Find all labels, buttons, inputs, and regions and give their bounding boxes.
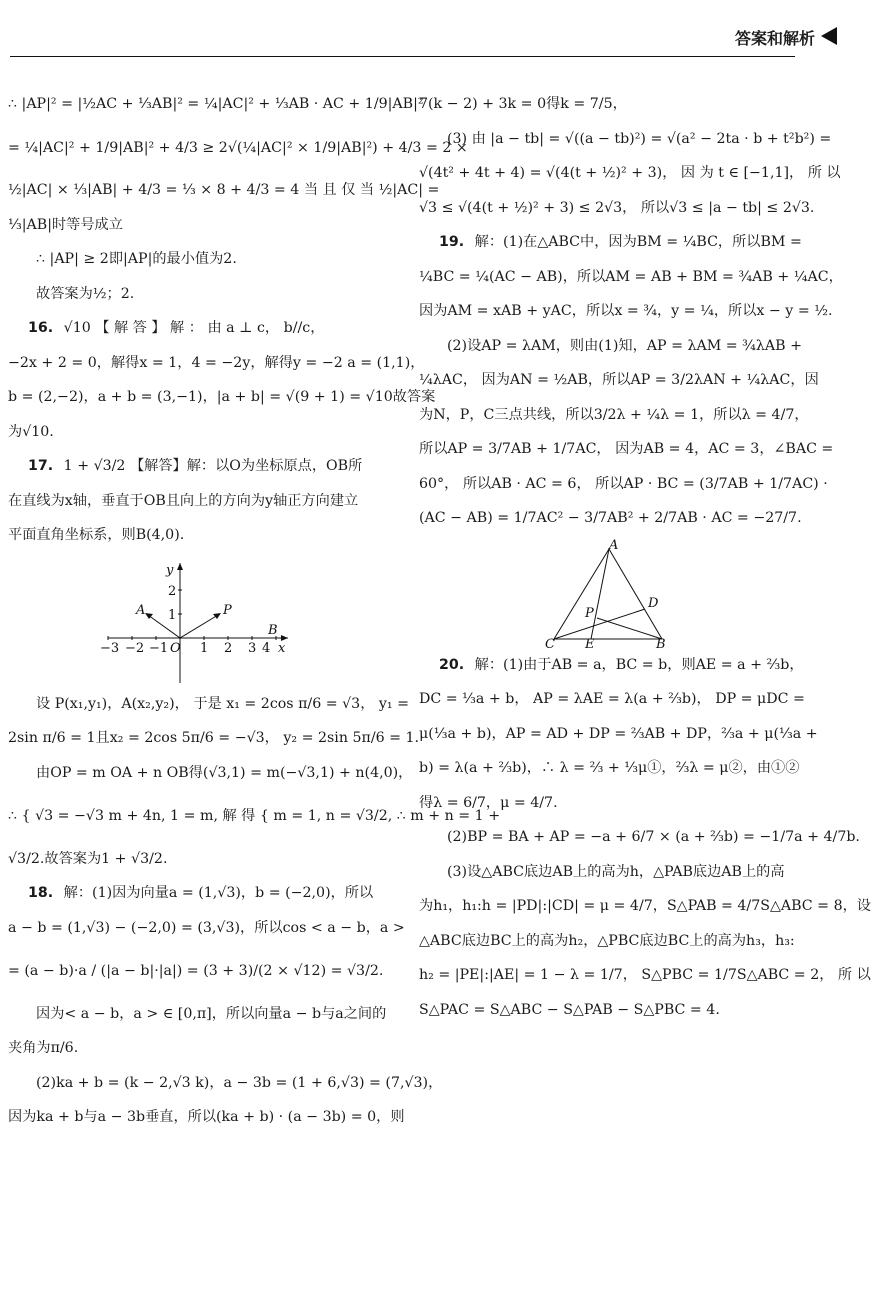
text-line: 60°， 所以AB · AC = 6， 所以AP · BC = (3/7AB + 1/7AC) · bbox=[419, 475, 828, 492]
origin-label: O bbox=[170, 640, 181, 656]
point-label-b: B bbox=[268, 622, 278, 638]
text-line: 7(k − 2) + 3k = 0得k = 7/5， bbox=[419, 96, 627, 112]
text-line: 平面直角坐标系，则B(4,0). bbox=[8, 527, 185, 543]
text-line: (2)设AP = λAM，则由(1)知，AP = λAM = ¾λAB + bbox=[447, 337, 802, 354]
text-line: ⅓|AB|时等号成立 bbox=[8, 216, 123, 233]
text-line: μ(⅓a + b)，AP = AD + DP = ⅔AB + DP，⅔a + μ(⅓a + bbox=[419, 725, 818, 742]
text-line: = ¼|AC|² + 1/9|AB|² + 4/3 ≥ 2√(¼|AC|² × 1/9|AB|²) + 4/3 = 2 × bbox=[8, 139, 468, 156]
y-axis-label: y bbox=[166, 562, 174, 578]
x-tick-label: −2 bbox=[125, 640, 145, 656]
text-line: 设 P(x₁,y₁)，A(x₂,y₂)， 于是 x₁ = 2cos π/6 = √3， y₁ = bbox=[36, 695, 410, 712]
x-tick-label: 4 bbox=[262, 640, 271, 656]
text-line: 为h₁，h₁:h = |PD|:|CD| = μ = 4/7，S△PAB = 4/7S△ABC = 8，设 bbox=[419, 898, 871, 914]
text-line: √(4t² + 4t + 4) = √(4(t + ½)² + 3)， 因 为 t ∈ [−1,1]， 所 以 bbox=[419, 165, 841, 181]
text-line: ½|AC| × ⅓|AB| + 4/3 = ⅓ × 8 + 4/3 = 4 当 且 仅 当 ½|AC| = bbox=[8, 182, 440, 198]
text-line: 解：(1)在△ABC中，因为BM = ¼BC，所以BM = bbox=[474, 234, 802, 250]
text-line: 解：(1)因为向量a = (1,√3)，b = (−2,0)，所以 bbox=[63, 885, 374, 901]
text-line: 夹角为π/6. bbox=[8, 1040, 79, 1056]
text-line: a − b = (1,√3) − (−2,0) = (3,√3)，所以cos < a − b，a > bbox=[8, 919, 405, 936]
text-line: DC = ⅓a + b， AP = λAE = λ(a + ⅔b)， DP = μDC = bbox=[419, 691, 805, 707]
x-tick-label: −1 bbox=[149, 640, 169, 656]
page-header-title: 答案和解析 bbox=[734, 29, 815, 48]
triangle-point-p: P bbox=[585, 605, 594, 621]
question-answer: 1 + √3/2 bbox=[63, 458, 126, 474]
text-line: 为√10. bbox=[8, 423, 54, 440]
question-number: 17. bbox=[28, 458, 54, 474]
x-tick-label: −3 bbox=[100, 640, 120, 656]
text-line: 所以AP = 3/7AB + 1/7AC， 因为AB = 4，AC = 3，∠BAC = bbox=[419, 441, 834, 457]
triangle-point-c: C bbox=[545, 636, 555, 652]
triangle-figure bbox=[419, 537, 799, 653]
text-line: = (a − b)·a / (|a − b|·|a|) = (3 + 3)/(2 × √12) = √3/2. bbox=[8, 963, 384, 979]
question-number: 16. bbox=[28, 320, 54, 336]
text-line: √3/2.故答案为1 + √3/2. bbox=[8, 850, 168, 867]
y-tick-label: 1 bbox=[168, 607, 177, 623]
question-number: 18. bbox=[28, 885, 54, 901]
text-line: 在直线为x轴，垂直于OB且向上的方向为y轴正方向建立 bbox=[8, 492, 359, 509]
text-line: 得λ = 6/7，μ = 4/7. bbox=[419, 794, 558, 811]
text-line: ∴ |AP|² = |½AC + ⅓AB|² = ¼|AC|² + ⅓AB · AC + 1/9|AB|² bbox=[8, 96, 424, 112]
text-line: △ABC底边BC上的高为h₂，△PBC底边BC上的高为h₃，h₃: bbox=[419, 932, 795, 949]
triangle-point-b: B bbox=[656, 636, 666, 652]
question-17-line bbox=[8, 454, 388, 479]
text-line: 因为AM = xAB + yAC，所以x = ¾，y = ¼，所以x − y = ½. bbox=[419, 303, 833, 319]
text-line: 2sin π/6 = 1且x₂ = 2cos 5π/6 = −√3， y₂ = 2sin 5π/6 = 1. bbox=[8, 730, 420, 746]
right-column bbox=[419, 92, 871, 1032]
text-line: 因为< a − b，a > ∈ [0,π]，所以向量a − b与a之间的 bbox=[36, 1005, 387, 1022]
question-18-line bbox=[8, 881, 388, 906]
question-number: 19. bbox=[439, 234, 465, 250]
question-19-line bbox=[419, 230, 802, 255]
text-line: h₂ = |PE|:|AE| = 1 − λ = 1/7， S△PBC = 1/7S△ABC = 2， 所 以 bbox=[419, 967, 871, 983]
text-line: (3) 由 |a − tb| = √((a − tb)²) = √(a² − 2ta · b + t²b²) = bbox=[447, 130, 832, 147]
question-16-line bbox=[8, 316, 388, 341]
x-tick-label: 1 bbox=[200, 640, 209, 656]
text-line: −2x + 2 = 0，解得x = 1，4 = −2y，解得y = −2 a = (1,1)， bbox=[8, 354, 425, 371]
y-tick-label: 2 bbox=[168, 583, 177, 599]
text-line: (AC − AB) = 1/7AC² − 3/7AB² + 2/7AB · AC = −27/7. bbox=[419, 510, 802, 526]
text-line: ¼BC = ¼(AC − AB)，所以AM = AB + BM = ¾AB + ¼AC， bbox=[419, 268, 843, 285]
text-line: ∴ { √3 = −√3 m + 4n, 1 = m, 解 得 { m = 1, n = √3/2, ∴ m + n = 1 + bbox=[8, 808, 501, 824]
text-line: 【解答】解：以O为坐标原点，OB所 bbox=[129, 458, 363, 474]
header-divider bbox=[10, 56, 795, 57]
text-line: 为N，P，C三点共线，所以3/2λ + ¼λ = 1，所以λ = 4/7， bbox=[419, 406, 809, 423]
question-number: 20. bbox=[439, 656, 465, 673]
text-line: (2)ka + b = (k − 2,√3 k)，a − 3b = (1 + 6,√3) = (7,√3)， bbox=[36, 1074, 443, 1091]
text-line: √3 ≤ √(4(t + ½)² + 3) ≤ 2√3， 所以√3 ≤ |a − tb| ≤ 2√3. bbox=[419, 199, 815, 216]
x-tick-label: 2 bbox=[224, 640, 233, 656]
text-line: ∴ |AP| ≥ 2即|AP|的最小值为2. bbox=[36, 251, 237, 267]
question-answer: √10 bbox=[63, 320, 91, 336]
x-axis-label: x bbox=[278, 640, 286, 656]
question-20-line bbox=[419, 653, 804, 678]
text-line: b) = λ(a + ⅔b)，∴ λ = ⅔ + ⅓μ①，⅔λ = μ②，由①② bbox=[419, 760, 800, 776]
coordinate-figure bbox=[8, 558, 388, 692]
text-line: (2)BP = BA + AP = −a + 6/7 × (a + ⅔b) = −1/7a + 4/7b. bbox=[447, 829, 860, 845]
point-label-a: A bbox=[136, 602, 146, 618]
point-label-p: P bbox=[223, 602, 232, 618]
text-line: 【 解 答 】 解 ： 由 a ⊥ c， b//c， bbox=[95, 320, 325, 336]
text-line: b = (2,−2)，a + b = (3,−1)，|a + b| = √(9 + 1) = √10故答案 bbox=[8, 389, 436, 405]
text-line: 因为ka + b与a − 3b垂直，所以(ka + b) · (a − 3b) = 0，则 bbox=[8, 1109, 405, 1125]
text-line: 解：(1)由于AB = a，BC = b，则AE = a + ⅔b， bbox=[474, 656, 804, 673]
x-tick-label: 3 bbox=[248, 640, 257, 656]
text-line: (3)设△ABC底边AB上的高为h，△PAB底边AB上的高 bbox=[447, 863, 785, 880]
text-line: ¼λAC， 因为AN = ½AB，所以AP = 3/2λAN + ¼λAC，因 bbox=[419, 372, 819, 388]
triangle-point-d: D bbox=[648, 595, 659, 611]
text-line: 故答案为½；2. bbox=[36, 285, 135, 302]
text-line: 由OP = m OA + n OB得(√3,1) = m(−√3,1) + n(4,0)， bbox=[36, 764, 413, 781]
triangle-point-e: E bbox=[585, 636, 595, 652]
triangle-point-a: A bbox=[609, 537, 619, 553]
text-line: S△PAC = S△ABC − S△PAB − S△PBC = 4. bbox=[419, 1001, 720, 1018]
header-triangle-icon bbox=[821, 27, 837, 45]
